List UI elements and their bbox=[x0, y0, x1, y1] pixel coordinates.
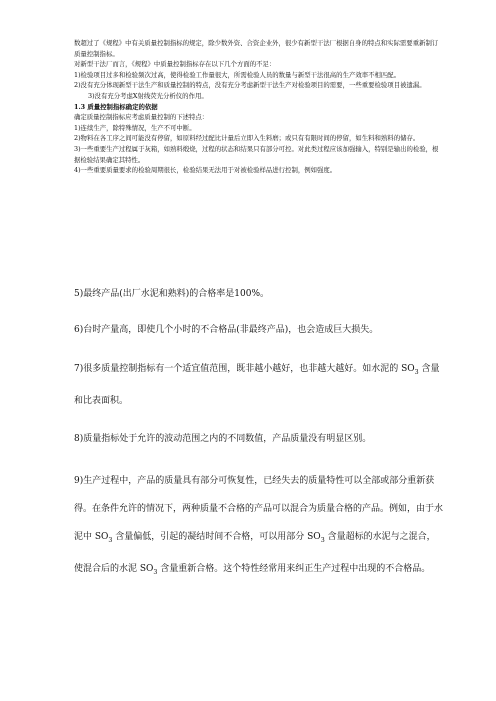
item-5: 5)最终产品(出厂水泥和熟料)的合格率是100%。 bbox=[74, 289, 269, 299]
item-9 bbox=[74, 467, 444, 587]
lower-text-block bbox=[74, 286, 444, 586]
issue-1: 1)检验项目过多和检验频次过高，使得检验工作量很大，所需检验人员的数量与新型干法很高的生产效率不相匹配。 bbox=[74, 70, 401, 79]
basis-2: 2)物料在各工序之间可能没有停留，如原料经过配比计量后立即入生料磨；或只有有限时间的停留，如生料和熟料的储存。 bbox=[74, 134, 420, 143]
item-7-text-a: 7)很多质量控制指标有一个适宜值范围，既非越小越好，也非越大越好。如水泥的 SO bbox=[74, 364, 415, 374]
paragraph-intro: 对新型干法厂而言，《规程》中质量控制指标存在以下几个方面的不足： bbox=[74, 60, 276, 69]
item-7-subscript: 3 bbox=[414, 368, 419, 376]
item-9-text-b: 含量偏低，引起的凝结时间不合格，可以用部分 SO bbox=[112, 531, 321, 542]
item-9-text-d: 含量重新合格。这个特性经常用来纠正生产过程中出现的不合格品。 bbox=[157, 563, 431, 574]
item-7-text-b: 含量和比表面积。 bbox=[74, 364, 440, 406]
item-6: 6)台时产量高，即使几个小时的不合格品(非最终产品)，也会造成巨大损失。 bbox=[74, 325, 379, 335]
upper-text-block bbox=[74, 38, 444, 176]
basis-1: 1)连续生产，除特殊情况，生产不可中断。 bbox=[74, 123, 196, 132]
item-9-text-c: 含量超标的水泥与之混合，使混合后的水泥 SO bbox=[74, 531, 436, 574]
item-9-text-a: 9)生产过程中，产品的质量具有部分可恢复性，已经失去的质量特性可以全部或部分重新获得。在条件允许的情况下，两种质量不合格的产品可以混合为质量合格的产品。例如，由于水泥中 SO bbox=[74, 475, 444, 542]
item-9-subscript-1: 3 bbox=[108, 536, 113, 544]
issue-3: 3)没有充分考虑X射线荧光分析仪的作用。 bbox=[88, 91, 208, 100]
basis-3: 3)一些重要生产过程属于灰箱，如熟料煅烧，过程的状态和结果只有部分可控。对此类过程应该加强输入，特别是输出的检验，根据检验结果确定其特性。 bbox=[74, 144, 439, 164]
item-9-subscript-3: 3 bbox=[153, 568, 158, 576]
section-heading: 1.3 质量控制指标确定的依据 bbox=[74, 102, 158, 111]
basis-4: 4)一些重要质量要求的检验周期很长，检验结果无法用于对被检验样品进行控制，例如强度。 bbox=[74, 166, 337, 175]
item-7 bbox=[74, 355, 444, 415]
item-8: 8)质量指标处于允许的波动范围之内的不同数值，产品质量没有明显区别。 bbox=[74, 433, 372, 444]
paragraph-continuation: 数超过了《规程》中有关质量控制指标的规定，除少数外资、合资企业外，很少有新型干法厂根据自身的特点和实际需要重新制订质量控制指标。 bbox=[74, 39, 439, 58]
section-intro: 确定质量控制指标应考虑质量控制的下述特点： bbox=[74, 113, 209, 122]
item-9-subscript-2: 3 bbox=[320, 536, 325, 544]
issue-2: 2)没有充分体现新型干法生产和质量控制的特点，没有充分考虑新型干法生产对检验项目的需要，一些重要检验项目被遗漏。 bbox=[74, 81, 426, 90]
